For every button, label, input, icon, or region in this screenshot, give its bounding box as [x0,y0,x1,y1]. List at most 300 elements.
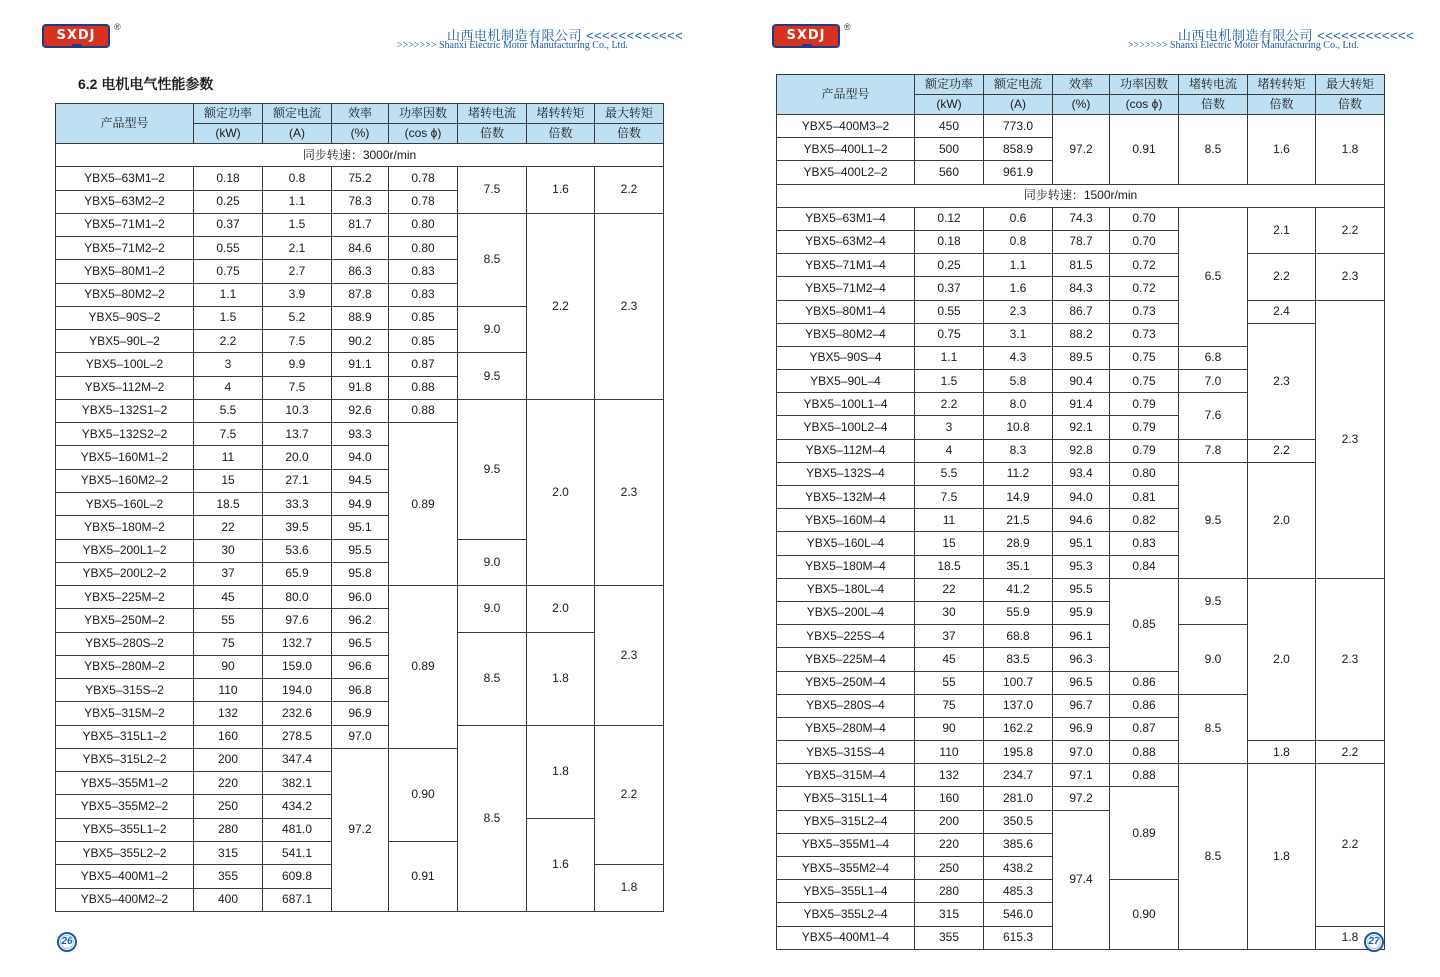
efficiency-cell: 97.0 [1053,741,1110,764]
power-factor-cell: 0.86 [1110,671,1179,694]
model-cell: YBX5–355M1–4 [777,833,915,856]
locked-current-cell: 9.5 [458,353,527,400]
page-number-right: 27 [1364,932,1384,952]
power-cell: 280 [915,880,984,903]
max-torque-cell: 2.3 [1316,254,1385,300]
table-row [777,207,1385,230]
power-cell: 15 [194,469,263,492]
current-cell: 65.9 [263,562,332,585]
efficiency-cell: 97.2 [1053,787,1110,810]
model-cell: YBX5–90L–4 [777,370,915,393]
header-power: 额定功率 [915,75,984,95]
efficiency-cell: 90.2 [332,330,389,353]
locked-current-cell: 7.6 [1179,393,1248,439]
power-cell: 220 [194,772,263,795]
locked-current-cell: 8.5 [458,725,527,911]
locked-current-cell: 9.5 [458,399,527,539]
efficiency-cell: 94.5 [332,469,389,492]
locked-current-cell: 9.0 [458,306,527,353]
model-cell: YBX5–80M2–4 [777,323,915,346]
current-cell: 132.7 [263,632,332,655]
power-cell: 110 [915,741,984,764]
power-cell: 5.5 [915,462,984,485]
power-cell: 0.18 [915,230,984,253]
current-cell: 3.1 [984,323,1053,346]
power-cell: 0.37 [194,213,263,236]
speed-section-label: 同步转速：1500r/min [777,184,1385,207]
efficiency-cell: 81.5 [1053,254,1110,277]
current-cell: 234.7 [984,764,1053,787]
locked-current-cell: 7.5 [458,167,527,214]
current-cell: 382.1 [263,772,332,795]
efficiency-cell: 96.9 [1053,717,1110,740]
power-cell: 18.5 [194,492,263,515]
table-row [777,578,1385,601]
locked-torque-cell: 2.1 [1248,207,1316,253]
current-cell: 27.1 [263,469,332,492]
current-cell: 961.9 [984,161,1053,184]
current-cell: 347.4 [263,748,332,771]
max-torque-cell: 2.2 [1316,764,1385,926]
model-cell: YBX5–355M1–2 [56,772,194,795]
power-factor-cell: 0.85 [389,306,458,329]
header-max-torque-unit: 倍数 [595,124,664,144]
current-cell: 5.8 [984,370,1053,393]
power-factor-cell: 0.89 [389,586,458,749]
power-cell: 500 [915,138,984,161]
power-factor-cell: 0.88 [1110,741,1179,764]
current-cell: 615.3 [984,926,1053,949]
table-row [56,586,664,609]
power-cell: 0.25 [194,190,263,213]
header-power-unit: (kW) [915,95,984,115]
model-cell: YBX5–400M3–2 [777,115,915,138]
model-cell: YBX5–200L1–2 [56,539,194,562]
locked-torque-cell: 1.6 [1248,115,1316,185]
current-cell: 35.1 [984,555,1053,578]
power-cell: 37 [915,625,984,648]
model-cell: YBX5–200L2–2 [56,562,194,585]
locked-current-cell: 8.5 [1179,694,1248,764]
efficiency-cell: 95.3 [1053,555,1110,578]
max-torque-cell: 2.3 [595,399,664,585]
locked-torque-cell: 2.0 [527,399,595,585]
current-cell: 83.5 [984,648,1053,671]
current-cell: 162.2 [984,717,1053,740]
power-factor-cell: 0.90 [389,748,458,841]
model-cell: YBX5–180M–4 [777,555,915,578]
model-cell: YBX5–400L1–2 [777,138,915,161]
power-cell: 15 [915,532,984,555]
model-cell: YBX5–63M2–4 [777,230,915,253]
section-title: 6.2 电机电气性能参数 [78,76,214,92]
power-factor-cell: 0.91 [1110,115,1179,185]
model-cell: YBX5–315L1–2 [56,725,194,748]
current-cell: 1.1 [263,190,332,213]
right-page [720,0,1440,977]
table-row [777,439,1385,462]
current-cell: 281.0 [984,787,1053,810]
efficiency-cell: 94.6 [1053,509,1110,532]
model-cell: YBX5–63M1–4 [777,207,915,230]
efficiency-cell: 78.7 [1053,230,1110,253]
current-cell: 687.1 [263,888,332,911]
locked-torque-cell: 2.2 [527,213,595,399]
max-torque-cell: 2.3 [1316,578,1385,740]
current-cell: 194.0 [263,679,332,702]
power-cell: 2.2 [915,393,984,416]
efficiency-cell: 96.8 [332,679,389,702]
power-factor-cell: 0.75 [1110,346,1179,369]
model-cell: YBX5–400L2–2 [777,161,915,184]
company-name-cn: 山西电机制造有限公司 <<<<<<<<<<<< [447,28,684,43]
current-cell: 8.3 [984,439,1053,462]
header-power: 额定功率 [194,104,263,124]
header-locked-torque: 堵转转矩 [527,104,595,124]
current-cell: 11.2 [984,462,1053,485]
efficiency-cell: 96.9 [332,702,389,725]
model-cell: YBX5–100L–2 [56,353,194,376]
efficiency-cell: 96.6 [332,655,389,678]
efficiency-cell: 92.6 [332,399,389,422]
table-body [56,144,664,912]
current-cell: 438.2 [984,857,1053,880]
current-cell: 2.1 [263,237,332,260]
current-cell: 0.8 [984,230,1053,253]
model-cell: YBX5–112M–4 [777,439,915,462]
power-cell: 4 [194,376,263,399]
power-cell: 90 [915,717,984,740]
model-cell: YBX5–355L1–2 [56,818,194,841]
brand-logo: SXDJ [772,24,840,48]
power-cell: 0.12 [915,207,984,230]
current-cell: 53.6 [263,539,332,562]
header-efficiency: 效率 [1053,75,1110,95]
current-cell: 4.3 [984,346,1053,369]
model-cell: YBX5–250M–2 [56,609,194,632]
efficiency-cell: 93.3 [332,423,389,446]
current-cell: 0.8 [263,167,332,190]
model-cell: YBX5–90L–2 [56,330,194,353]
efficiency-cell: 97.1 [1053,764,1110,787]
model-cell: YBX5–315S–2 [56,679,194,702]
current-cell: 28.9 [984,532,1053,555]
registered-mark: ® [114,22,121,32]
current-cell: 858.9 [984,138,1053,161]
efficiency-cell: 96.5 [1053,671,1110,694]
current-cell: 278.5 [263,725,332,748]
model-cell: YBX5–132M–4 [777,486,915,509]
power-cell: 250 [915,857,984,880]
power-cell: 55 [915,671,984,694]
current-cell: 39.5 [263,516,332,539]
current-cell: 485.3 [984,880,1053,903]
header-locked-current-unit: 倍数 [458,124,527,144]
model-cell: YBX5–132S–4 [777,462,915,485]
model-cell: YBX5–250M–4 [777,671,915,694]
power-cell: 30 [915,601,984,624]
power-cell: 355 [915,926,984,949]
current-cell: 434.2 [263,795,332,818]
current-cell: 21.5 [984,509,1053,532]
locked-current-cell: 7.0 [1179,370,1248,393]
model-cell: YBX5–63M2–2 [56,190,194,213]
locked-current-cell: 9.0 [1179,625,1248,695]
efficiency-cell: 96.1 [1053,625,1110,648]
model-cell: YBX5–71M2–2 [56,237,194,260]
table-row [777,300,1385,323]
table-row [56,725,664,748]
power-factor-cell: 0.80 [1110,462,1179,485]
power-cell: 0.25 [915,254,984,277]
model-cell: YBX5–315L2–4 [777,810,915,833]
model-cell: YBX5–80M1–4 [777,300,915,323]
power-factor-cell: 0.80 [389,213,458,236]
table-row [777,254,1385,277]
header-current: 额定电流 [984,75,1053,95]
current-cell: 546.0 [984,903,1053,926]
power-cell: 0.18 [194,167,263,190]
locked-current-cell: 7.8 [1179,439,1248,462]
model-cell: YBX5–71M2–4 [777,277,915,300]
model-cell: YBX5–160L–4 [777,532,915,555]
efficiency-cell: 95.8 [332,562,389,585]
locked-torque-cell: 2.2 [1248,439,1316,462]
registered-mark: ® [844,22,851,32]
model-cell: YBX5–280S–2 [56,632,194,655]
locked-current-cell: 8.5 [1179,764,1248,950]
header-current-unit: (A) [984,95,1053,115]
model-cell: YBX5–355L2–2 [56,841,194,864]
power-cell: 1.1 [194,283,263,306]
efficiency-cell: 88.2 [1053,323,1110,346]
power-cell: 0.37 [915,277,984,300]
table-row [777,741,1385,764]
header-power-factor: 功率因数 [1110,75,1179,95]
power-factor-cell: 0.73 [1110,300,1179,323]
max-torque-cell: 2.2 [1316,207,1385,253]
locked-torque-cell: 2.2 [1248,254,1316,300]
current-cell: 41.2 [984,578,1053,601]
efficiency-cell: 92.8 [1053,439,1110,462]
table-body [777,115,1385,950]
current-cell: 159.0 [263,655,332,678]
max-torque-cell: 2.3 [595,213,664,399]
efficiency-cell: 88.9 [332,306,389,329]
efficiency-cell: 87.8 [332,283,389,306]
power-cell: 450 [915,115,984,138]
table-row [56,399,664,422]
model-cell: YBX5–315L1–4 [777,787,915,810]
power-cell: 4 [915,439,984,462]
locked-torque-cell: 1.8 [1248,764,1316,950]
current-cell: 5.2 [263,306,332,329]
locked-current-cell: 9.0 [458,539,527,586]
brand-logo: SXDJ [42,24,110,48]
header-max-torque: 最大转矩 [595,104,664,124]
current-cell: 8.0 [984,393,1053,416]
power-cell: 0.55 [194,237,263,260]
header-locked-current-unit: 倍数 [1179,95,1248,115]
power-factor-cell: 0.83 [389,283,458,306]
locked-torque-cell: 2.0 [1248,578,1316,740]
model-cell: YBX5–280M–4 [777,717,915,740]
model-cell: YBX5–100L1–4 [777,393,915,416]
power-factor-cell: 0.85 [389,330,458,353]
power-cell: 132 [194,702,263,725]
current-cell: 10.8 [984,416,1053,439]
power-factor-cell: 0.81 [1110,486,1179,509]
max-torque-cell: 2.2 [595,725,664,865]
header-locked-current: 堵转电流 [1179,75,1248,95]
efficiency-cell: 97.0 [332,725,389,748]
power-cell: 22 [194,516,263,539]
power-factor-cell: 0.79 [1110,416,1179,439]
table-row [56,213,664,236]
model-cell: YBX5–355L2–4 [777,903,915,926]
locked-torque-cell: 2.0 [1248,462,1316,578]
header-model: 产品型号 [777,75,915,115]
max-torque-cell: 2.2 [595,167,664,214]
power-factor-cell: 0.70 [1110,207,1179,230]
locked-torque-cell: 1.6 [527,818,595,911]
current-cell: 541.1 [263,841,332,864]
power-factor-cell: 0.87 [1110,717,1179,740]
page-number-left: 26 [57,932,77,952]
header-efficiency: 效率 [332,104,389,124]
table-row [777,764,1385,787]
current-cell: 33.3 [263,492,332,515]
model-cell: YBX5–160L–2 [56,492,194,515]
current-cell: 20.0 [263,446,332,469]
model-cell: YBX5–400M1–4 [777,926,915,949]
model-cell: YBX5–160M2–2 [56,469,194,492]
current-cell: 1.6 [984,277,1053,300]
current-cell: 609.8 [263,865,332,888]
power-cell: 315 [915,903,984,926]
performance-table-right [776,74,1385,950]
model-cell: YBX5–225M–2 [56,586,194,609]
header-current: 额定电流 [263,104,332,124]
current-cell: 97.6 [263,609,332,632]
current-cell: 1.5 [263,213,332,236]
power-factor-cell: 0.87 [389,353,458,376]
efficiency-cell: 93.4 [1053,462,1110,485]
max-torque-cell: 1.8 [595,865,664,912]
power-factor-cell: 0.83 [389,260,458,283]
model-cell: YBX5–160M1–2 [56,446,194,469]
power-factor-cell: 0.72 [1110,254,1179,277]
model-cell: YBX5–400M1–2 [56,865,194,888]
efficiency-cell: 97.4 [1053,810,1110,949]
power-cell: 1.5 [194,306,263,329]
locked-torque-cell: 1.8 [527,725,595,818]
model-cell: YBX5–355M2–4 [777,857,915,880]
performance-table-left [55,103,664,912]
power-factor-cell: 0.79 [1110,439,1179,462]
power-cell: 7.5 [194,423,263,446]
power-factor-cell: 0.86 [1110,694,1179,717]
company-name-en: >>>>>>> Shanxi Electric Motor Manufacturing Co., Ltd. [1128,40,1359,51]
table-row [56,632,664,655]
power-factor-cell: 0.83 [1110,532,1179,555]
model-cell: YBX5–200L–4 [777,601,915,624]
model-cell: YBX5–132S1–2 [56,399,194,422]
model-cell: YBX5–71M1–2 [56,213,194,236]
current-cell: 80.0 [263,586,332,609]
model-cell: YBX5–100L2–4 [777,416,915,439]
power-cell: 355 [194,865,263,888]
efficiency-cell: 91.1 [332,353,389,376]
model-cell: YBX5–280M–2 [56,655,194,678]
power-cell: 37 [194,562,263,585]
efficiency-cell: 96.7 [1053,694,1110,717]
power-cell: 560 [915,161,984,184]
current-cell: 55.9 [984,601,1053,624]
power-cell: 5.5 [194,399,263,422]
header-power-unit: (kW) [194,124,263,144]
current-cell: 2.7 [263,260,332,283]
power-cell: 315 [194,841,263,864]
max-torque-cell: 2.2 [1316,741,1385,764]
current-cell: 481.0 [263,818,332,841]
max-torque-cell: 2.3 [595,586,664,726]
power-cell: 280 [194,818,263,841]
current-cell: 14.9 [984,486,1053,509]
power-cell: 45 [194,586,263,609]
power-factor-cell: 0.88 [389,376,458,399]
efficiency-cell: 74.3 [1053,207,1110,230]
header-current-unit: (A) [263,124,332,144]
power-cell: 18.5 [915,555,984,578]
efficiency-cell: 97.2 [1053,115,1110,185]
model-cell: YBX5–225S–4 [777,625,915,648]
power-cell: 1.1 [915,346,984,369]
max-torque-cell: 1.8 [1316,115,1385,185]
power-cell: 11 [915,509,984,532]
power-cell: 45 [915,648,984,671]
locked-current-cell: 8.5 [458,632,527,725]
table-header [777,75,1385,115]
locked-current-cell: 8.5 [1179,115,1248,185]
power-factor-cell: 0.84 [1110,555,1179,578]
efficiency-cell: 95.1 [1053,532,1110,555]
current-cell: 385.6 [984,833,1053,856]
current-cell: 773.0 [984,115,1053,138]
table-row [777,115,1385,138]
locked-torque-cell: 2.4 [1248,300,1316,323]
locked-torque-cell: 1.8 [1248,741,1316,764]
current-cell: 9.9 [263,353,332,376]
power-cell: 110 [194,679,263,702]
power-cell: 1.5 [915,370,984,393]
model-cell: YBX5–180M–2 [56,516,194,539]
power-factor-cell: 0.72 [1110,277,1179,300]
power-factor-cell: 0.73 [1110,323,1179,346]
power-cell: 22 [915,578,984,601]
current-cell: 1.1 [984,254,1053,277]
header-efficiency-unit: (%) [1053,95,1110,115]
model-cell: YBX5–71M1–4 [777,254,915,277]
model-cell: YBX5–63M1–2 [56,167,194,190]
header-power-factor-unit: (cos ϕ) [1110,95,1179,115]
speed-section-label: 同步转速：3000r/min [56,144,664,167]
power-factor-cell: 0.70 [1110,230,1179,253]
max-torque-cell: 1.8 [1316,926,1385,949]
model-cell: YBX5–315S–4 [777,741,915,764]
power-cell: 75 [915,694,984,717]
power-cell: 11 [194,446,263,469]
